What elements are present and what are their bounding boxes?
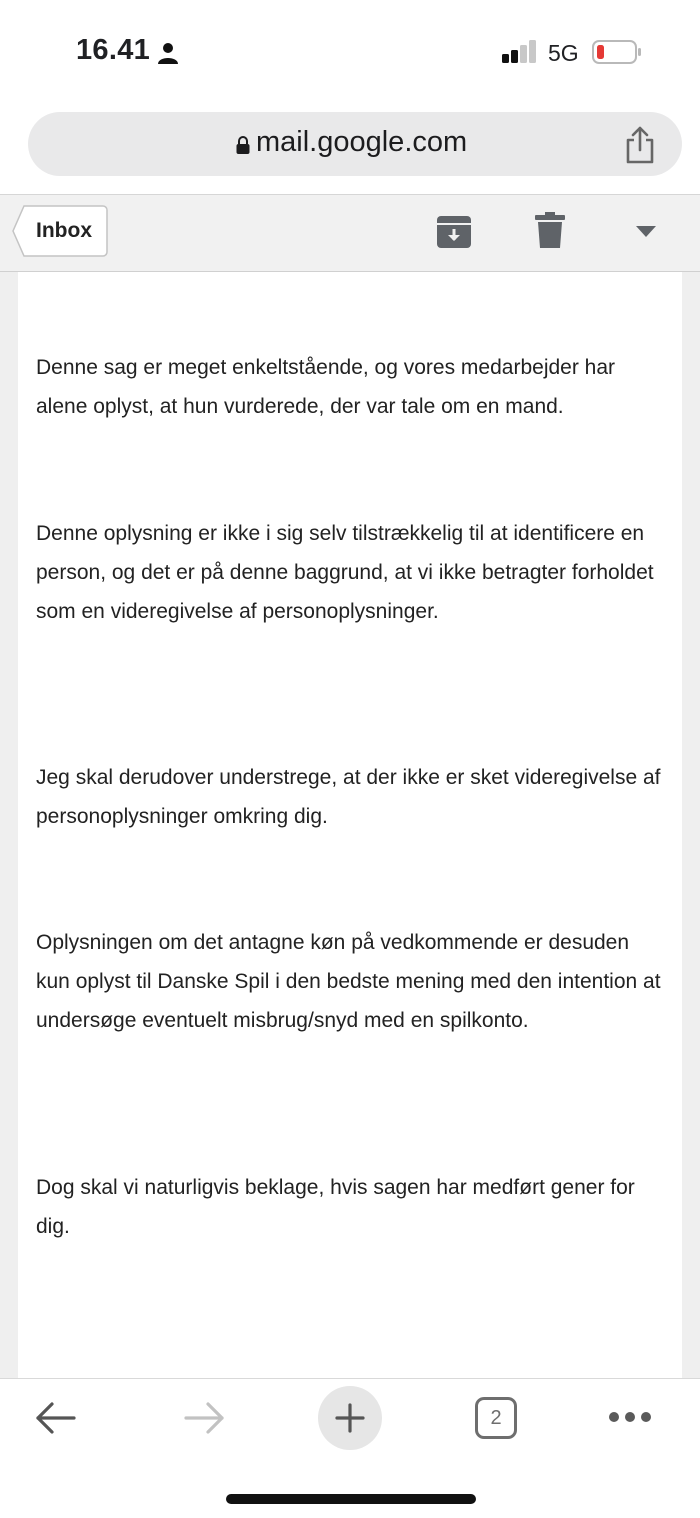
back-to-inbox-button[interactable] [12, 205, 108, 257]
person-icon [158, 42, 178, 64]
plus-icon [334, 1402, 366, 1434]
forward-arrow-icon[interactable] [182, 1400, 226, 1436]
new-tab-button[interactable] [318, 1386, 382, 1450]
inbox-label: Inbox [36, 219, 92, 242]
message-paragraph: Dog skal vi naturligvis beklage, hvis sagen har medført gener for dig. [36, 1176, 635, 1238]
home-indicator[interactable] [226, 1494, 476, 1504]
back-arrow-icon[interactable] [34, 1400, 78, 1436]
message-paragraph: Denne oplysning er ikke i sig selv tilstrækkelig til at identificere en person, og det er på denne baggrund, at vi ikke betragter forholdet som en videregivelse af personoplysninger. [36, 522, 654, 623]
signal-icon [502, 40, 538, 64]
tab-count-button[interactable]: 2 [475, 1397, 517, 1439]
url-text[interactable]: mail.google.com [256, 126, 468, 158]
chevron-down-icon[interactable] [636, 226, 656, 238]
battery-icon [592, 40, 642, 64]
share-icon[interactable] [624, 126, 656, 164]
status-time: 16.41 [76, 34, 151, 66]
message-paragraph: Jeg skal derudover understrege, at der ikke er sket videregivelse af personoplysninger omkring dig. [36, 766, 661, 828]
archive-icon[interactable] [436, 214, 472, 250]
network-type: 5G [548, 40, 579, 66]
more-dots-icon[interactable] [608, 1410, 652, 1424]
trash-icon[interactable] [535, 212, 565, 248]
message-paragraph: Denne sag er meget enkeltstående, og vores medarbejder har alene oplyst, at hun vurderede, der var tale om en mand. [36, 356, 616, 418]
lock-icon [236, 136, 250, 154]
message-paragraph: Oplysningen om det antagne køn på vedkommende er desuden kun oplyst til Danske Spil i den bedste mening med den intention at undersøge eventuelt misbrug/snyd med en spilkonto. [36, 931, 661, 1032]
